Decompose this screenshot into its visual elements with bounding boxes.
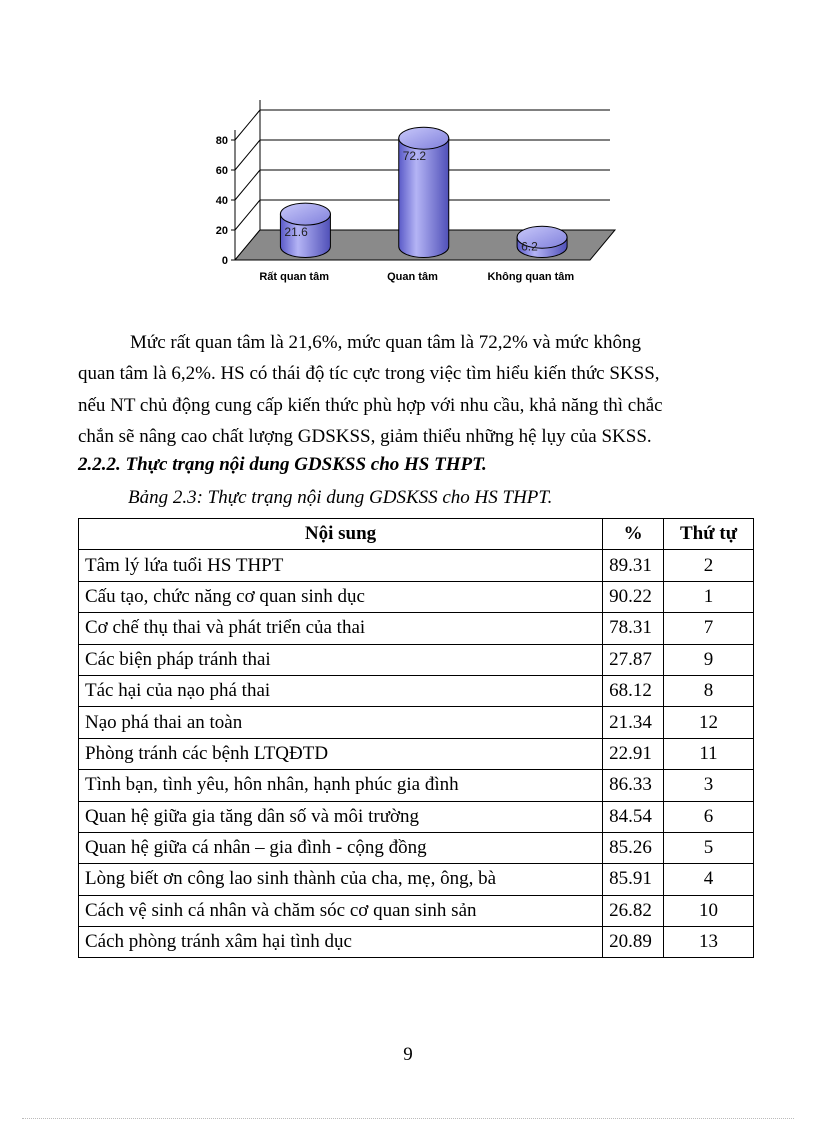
- cell-percent: 26.82: [603, 895, 664, 926]
- cell-content: Cách vệ sinh cá nhân và chăm sóc cơ quan sinh sản: [79, 895, 603, 926]
- cell-percent: 20.89: [603, 927, 664, 958]
- x-tick-label: Không quan tâm: [487, 271, 575, 283]
- bar-1: [280, 203, 330, 257]
- cell-percent: 84.54: [603, 801, 664, 832]
- header-rank: Thứ tự: [664, 519, 754, 550]
- cell-rank: 6: [664, 801, 754, 832]
- table-row: [79, 550, 754, 581]
- cell-rank: 12: [664, 707, 754, 738]
- cell-rank: 10: [664, 895, 754, 926]
- data-label: 6.2: [521, 239, 538, 254]
- cell-percent: 22.91: [603, 738, 664, 769]
- cell-percent: 90.22: [603, 581, 664, 612]
- table-row: [79, 738, 754, 769]
- cell-percent: 68.12: [603, 675, 664, 706]
- table-caption: Bảng 2.3: Thực trạng nội dung GDSKSS cho HS THPT.: [128, 487, 553, 508]
- table-row: [79, 644, 754, 675]
- cell-content: Quan hệ giữa gia tăng dân số và môi trường: [79, 801, 603, 832]
- cell-rank: 3: [664, 770, 754, 801]
- table-row: [79, 864, 754, 895]
- paragraph-line-2: quan tâm là 6,2%. HS có thái độ tíc cực trong việc tìm hiểu kiến thức SKSS,: [78, 363, 660, 384]
- content-table: [78, 518, 754, 958]
- bar-cap: [399, 127, 449, 149]
- table-row: [79, 581, 754, 612]
- cell-content: Cách phòng tránh xâm hại tình dục: [79, 927, 603, 958]
- cell-percent: 85.91: [603, 864, 664, 895]
- cell-rank: 9: [664, 644, 754, 675]
- bar-2: [399, 127, 449, 257]
- bar-3: [517, 226, 567, 257]
- y-tick-label: 80: [215, 135, 228, 147]
- cell-rank: 4: [664, 864, 754, 895]
- x-tick-label: Quan tâm: [387, 271, 438, 283]
- bar-cap: [280, 203, 330, 225]
- table-row: [79, 675, 754, 706]
- table-row: [79, 832, 754, 863]
- cell-content: Quan hệ giữa cá nhân – gia đình - cộng đồng: [79, 832, 603, 863]
- gridline-side: [235, 170, 260, 200]
- table-row: [79, 927, 754, 958]
- page-number: 9: [403, 1044, 413, 1065]
- gridline-side: [235, 200, 260, 230]
- footer-divider: [22, 1118, 794, 1119]
- cell-content: Cấu tạo, chức năng cơ quan sinh dục: [79, 581, 603, 612]
- x-axis-labels: [259, 271, 574, 283]
- table-row: [79, 770, 754, 801]
- cell-rank: 5: [664, 832, 754, 863]
- table-row: [79, 613, 754, 644]
- y-tick-label: 60: [215, 165, 228, 177]
- header-percent: %: [603, 519, 664, 550]
- table-row: [79, 707, 754, 738]
- cell-content: Tác hại của nạo phá thai: [79, 675, 603, 706]
- cell-rank: 13: [664, 927, 754, 958]
- cell-content: Các biện pháp tránh thai: [79, 644, 603, 675]
- cell-content: Tình bạn, tình yêu, hôn nhân, hạnh phúc gia đình: [79, 770, 603, 801]
- table-row: [79, 801, 754, 832]
- table-row: [79, 895, 754, 926]
- cell-rank: 2: [664, 550, 754, 581]
- y-axis: [216, 130, 235, 267]
- cell-rank: 7: [664, 613, 754, 644]
- paragraph-line-3: nếu NT chủ động cung cấp kiến thức phù hợp với nhu cầu, khả năng thì chắc: [78, 395, 663, 416]
- data-label: 72.2: [402, 149, 427, 164]
- cell-percent: 85.26: [603, 832, 664, 863]
- cell-percent: 89.31: [603, 550, 664, 581]
- cell-rank: 11: [664, 738, 754, 769]
- cell-content: Nạo phá thai an toàn: [79, 707, 603, 738]
- header-content: Nội sung: [79, 519, 603, 550]
- cell-content: Lòng biết ơn công lao sinh thành của cha, mẹ, ông, bà: [79, 864, 603, 895]
- y-tick-label: 0: [221, 255, 228, 267]
- cell-percent: 78.31: [603, 613, 664, 644]
- bar-chart: [195, 100, 625, 295]
- table-header-row: [79, 519, 754, 550]
- cell-percent: 27.87: [603, 644, 664, 675]
- gridline-side: [235, 110, 260, 140]
- paragraph-line-4: chắn sẽ nâng cao chất lượng GDSKSS, giảm thiểu những hệ lụy của SKSS.: [78, 426, 652, 447]
- cell-percent: 86.33: [603, 770, 664, 801]
- chart-bars: [280, 127, 567, 257]
- cell-content: Phòng tránh các bệnh LTQĐTD: [79, 738, 603, 769]
- y-tick-label: 40: [215, 195, 228, 207]
- section-heading: 2.2.2. Thực trạng nội dung GDSKSS cho HS THPT.: [78, 454, 487, 475]
- cell-content: Cơ chế thụ thai và phát triển của thai: [79, 613, 603, 644]
- cell-content: Tâm lý lứa tuổi HS THPT: [79, 550, 603, 581]
- x-tick-label: Rất quan tâm: [259, 271, 330, 283]
- cell-percent: 21.34: [603, 707, 664, 738]
- cell-rank: 8: [664, 675, 754, 706]
- y-tick-label: 20: [215, 225, 228, 237]
- paragraph-line-1: Mức rất quan tâm là 21,6%, mức quan tâm là 72,2% và mức không: [130, 332, 642, 353]
- data-label: 21.6: [284, 225, 308, 240]
- cell-rank: 1: [664, 581, 754, 612]
- gridline-side: [235, 140, 260, 170]
